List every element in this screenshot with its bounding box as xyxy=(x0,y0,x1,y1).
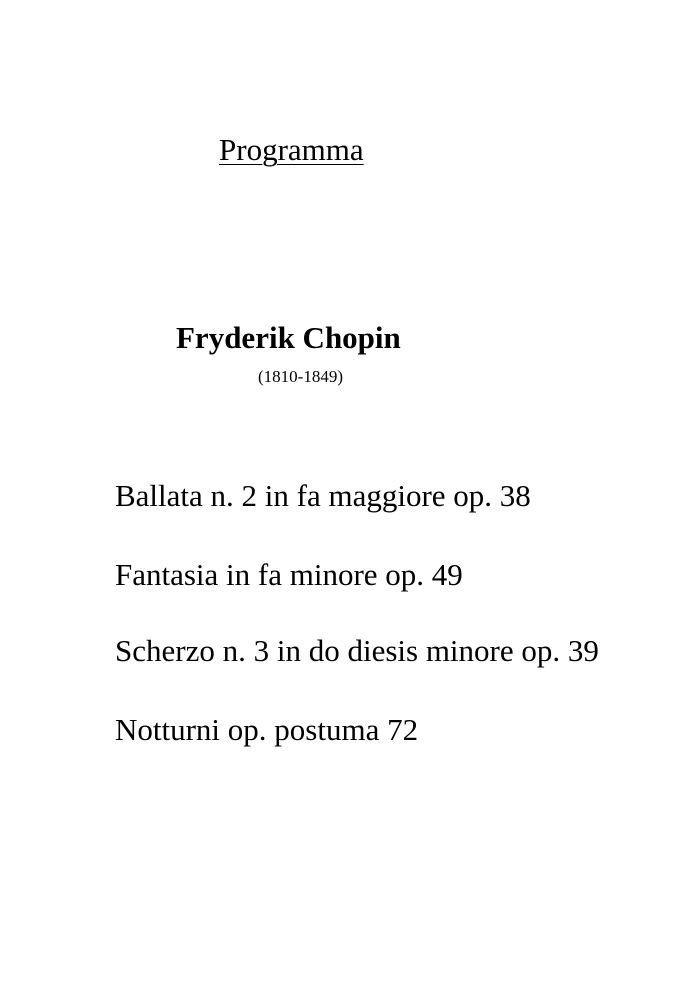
composer-dates: (1810-1849) xyxy=(258,367,343,386)
work-item: Fantasia in fa minore op. 49 xyxy=(115,557,463,592)
work-item: Ballata n. 2 in fa maggiore op. 38 xyxy=(115,478,531,513)
work-item: Notturni op. postuma 72 xyxy=(115,712,419,747)
work-item: Scherzo n. 3 in do diesis minore op. 39 xyxy=(115,633,599,668)
composer-name: Fryderik Chopin xyxy=(176,320,401,355)
program-heading: Programma xyxy=(219,132,364,167)
